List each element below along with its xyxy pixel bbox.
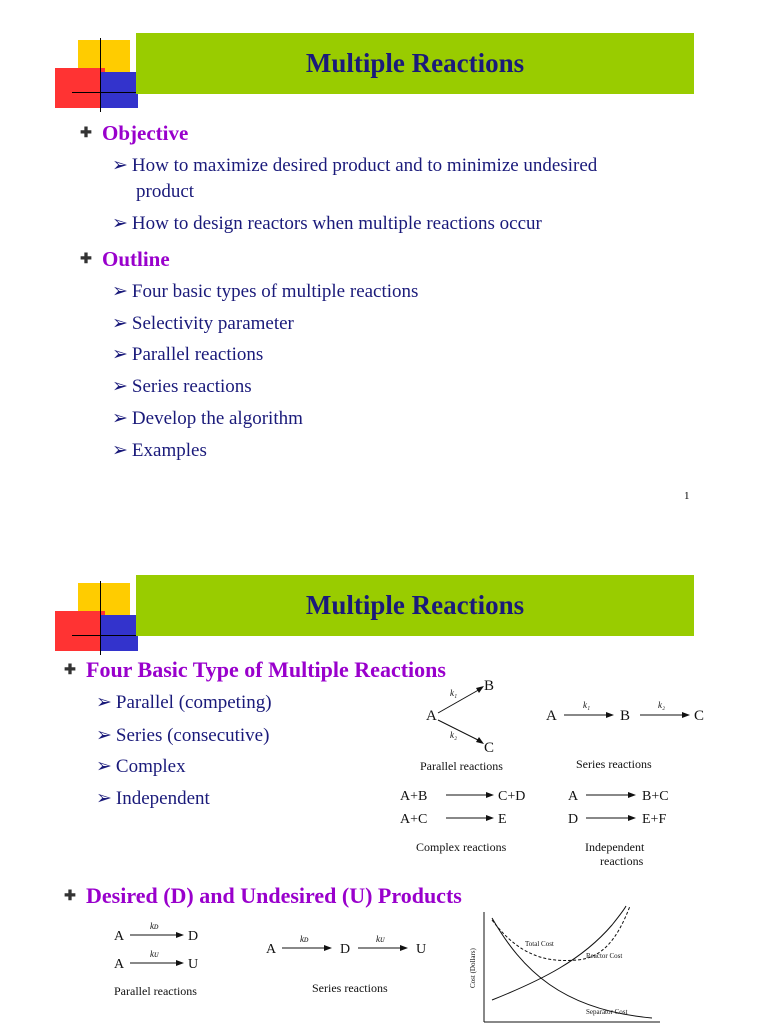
arrow-bullet-icon: ➢ [112, 440, 128, 461]
outline-item-6 [112, 439, 207, 462]
parallel-reactant: A [426, 708, 437, 724]
series-k1: k₁ [583, 700, 591, 710]
series-k2: k₂ [658, 700, 666, 710]
series-a: A [546, 708, 557, 724]
decor-vline [100, 581, 101, 655]
complex-2-right: E [498, 812, 507, 827]
outline-item-1-text: Four basic types of multiple reactions [131, 281, 419, 302]
arrow-bullet-icon: ➢ [112, 344, 128, 365]
du-ser-u: U [416, 942, 427, 957]
types-item-2 [96, 724, 269, 747]
objective-item-1-cont-text: product [136, 181, 195, 202]
series-caption: Series reactions [576, 757, 652, 771]
du-ser-caption: Series reactions [312, 981, 388, 995]
objective-item-2 [112, 212, 542, 235]
parallel-arrowhead-up [476, 686, 484, 693]
reaction-types-figure [380, 668, 720, 873]
cost-chart-ylabel: Cost (Dollars) [469, 948, 477, 988]
independent-1-arrowhead [628, 792, 636, 798]
separator-cost-curve [492, 918, 652, 1018]
types-item-4 [96, 787, 210, 810]
objective-heading-text: Objective [102, 121, 189, 145]
outline-item-5 [112, 407, 303, 430]
independent-2-right: E+F [642, 812, 667, 827]
arrow-bullet-icon: ➢ [112, 281, 128, 302]
du-ser-k2: kᴜ [376, 934, 385, 944]
arrow-bullet-icon: ➢ [96, 756, 112, 777]
outline-item-1 [112, 280, 418, 303]
parallel-arrow-up [438, 688, 482, 713]
plus-bullet-icon: ✚ [64, 662, 76, 678]
types-heading-text: Four Basic Type of Multiple Reactions [86, 657, 446, 682]
products-heading-text: Desired (D) and Undesired (U) Products [86, 883, 462, 908]
decor-vline [100, 38, 101, 112]
complex-1-right: C+D [498, 789, 526, 804]
complex-2-arrowhead [486, 815, 494, 821]
du-par2-arrowhead [176, 960, 184, 966]
parallel-product-b: B [484, 678, 495, 694]
du-ser-arrowhead-2 [400, 945, 408, 951]
decor-blue-square [100, 72, 138, 108]
du-par2-right: U [188, 957, 199, 972]
slide1-title: Multiple Reactions [305, 48, 525, 78]
outline-item-4 [112, 375, 252, 398]
complex-2-left: A+C [400, 812, 428, 827]
arrow-bullet-icon: ➢ [112, 376, 128, 397]
decor-hline [72, 635, 140, 636]
series-b: B [620, 708, 631, 724]
complex-1-arrowhead [486, 792, 494, 798]
outline-item-3 [112, 343, 263, 366]
independent-caption-2: reactions [600, 854, 644, 868]
du-par2-left: A [114, 957, 125, 972]
outline-item-2 [112, 312, 294, 335]
independent-2-left: D [568, 812, 579, 827]
objective-heading [78, 121, 188, 146]
objective-item-2-text: How to design reactors when multiple reactions occur [131, 213, 542, 234]
decor-red-square [55, 68, 105, 108]
outline-item-3-text: Parallel reactions [131, 344, 264, 365]
du-ser-d: D [340, 942, 351, 957]
du-ser-k1: kᴅ [300, 934, 309, 944]
complex-1-left: A+B [400, 789, 428, 804]
du-par2-k: kᴜ [150, 949, 159, 959]
outline-item-2-text: Selectivity parameter [131, 313, 294, 334]
types-item-3-text: Complex [115, 756, 186, 777]
parallel-caption: Parallel reactions [420, 759, 503, 773]
objective-item-1 [112, 154, 597, 177]
du-par1-right: D [188, 929, 199, 944]
decor-hline [72, 92, 140, 93]
cost-chart [462, 900, 662, 1024]
slide2-title-bar [136, 575, 694, 636]
du-par1-arrowhead [176, 932, 184, 938]
arrow-bullet-icon: ➢ [112, 313, 128, 334]
parallel-arrowhead-down [476, 737, 484, 744]
slide2-title: Multiple Reactions [305, 590, 525, 620]
arrow-bullet-icon: ➢ [96, 692, 112, 713]
complex-caption: Complex reactions [416, 840, 507, 854]
page-number: 1 [684, 490, 690, 502]
slide1-title-bar [136, 33, 694, 94]
outline-item-5-text: Develop the algorithm [131, 408, 303, 429]
objective-item-1-cont [136, 181, 194, 203]
parallel-product-c: C [484, 740, 495, 756]
types-item-4-text: Independent [115, 788, 210, 809]
du-par-caption: Parallel reactions [114, 984, 197, 998]
independent-2-arrowhead [628, 815, 636, 821]
plus-bullet-icon: ✚ [80, 126, 92, 141]
arrow-bullet-icon: ➢ [112, 213, 128, 234]
du-ser-arrowhead-1 [324, 945, 332, 951]
du-par1-k: kᴅ [150, 921, 159, 931]
parallel-arrow-down [438, 720, 482, 742]
arrow-bullet-icon: ➢ [96, 725, 112, 746]
types-item-1-text: Parallel (competing) [115, 692, 272, 713]
series-arrowhead-1 [606, 712, 614, 718]
independent-caption-1: Independent [585, 840, 645, 854]
series-arrowhead-2 [682, 712, 690, 718]
types-item-1 [96, 691, 272, 714]
du-par1-left: A [114, 929, 125, 944]
outline-heading-text: Outline [102, 247, 170, 271]
decor-blue-square [100, 615, 138, 651]
outline-item-4-text: Series reactions [131, 376, 252, 397]
du-ser-a: A [266, 942, 277, 957]
types-item-3 [96, 755, 186, 778]
arrow-bullet-icon: ➢ [112, 155, 128, 176]
objective-item-1-text: How to maximize desired product and to minimize undesired [131, 155, 598, 176]
arrow-bullet-icon: ➢ [96, 788, 112, 809]
types-item-2-text: Series (consecutive) [115, 725, 270, 746]
decor-red-square [55, 611, 105, 651]
independent-1-right: B+C [642, 789, 669, 804]
parallel-k2: k₂ [450, 730, 458, 740]
outline-item-6-text: Examples [131, 440, 207, 461]
total-cost-label: Total Cost [525, 940, 554, 948]
series-c: C [694, 708, 705, 724]
products-heading [62, 883, 462, 909]
independent-1-left: A [568, 789, 579, 804]
parallel-k1: k₁ [450, 688, 458, 698]
plus-bullet-icon: ✚ [80, 252, 92, 267]
du-reactions-figure [100, 918, 450, 1008]
plus-bullet-icon: ✚ [64, 888, 76, 904]
reactor-cost-label: Reactor Cost [586, 952, 623, 960]
outline-heading [78, 247, 170, 272]
arrow-bullet-icon: ➢ [112, 408, 128, 429]
separator-cost-label: Separator Cost [586, 1008, 628, 1016]
